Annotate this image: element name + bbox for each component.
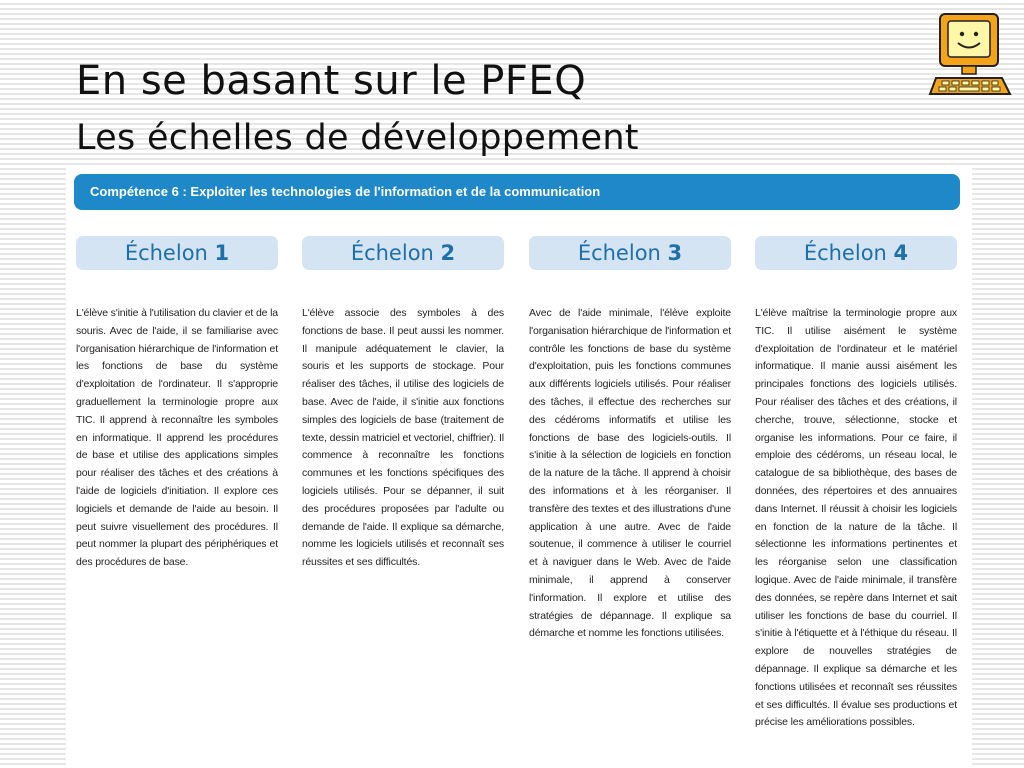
echelon-label: Échelon [124, 241, 208, 265]
echelon-number: 4 [893, 241, 909, 265]
echelon-1-header [76, 236, 278, 270]
echelon-label: Échelon [577, 241, 661, 265]
echelon-2-description: L'élève associe des symboles à des fonctions de base. Il peut aussi les nommer. Il manipule adéquatement le clavier, la souris et les supports de stockage. Pour réaliser des tâches, il utilise des logiciels de base. Avec de l'aide, il s'initie aux fonctions simples des logiciels de base (traitement de texte, dessin matriciel et vectoriel, chiffrier). Il commence à reconnaître les fonctions communes et les fonctions spécifiques des logiciels utilisés. Pour se dépanner, il suit des procédures proposées par l'adulte ou demande de l'aide. Il explique sa démarche, nomme les logiciels utilisés et reconnaît ses réussites et ses difficultés. [302, 307, 504, 569]
echelon-number: 3 [667, 241, 683, 265]
slide-subtitle: Les échelles de développement [76, 118, 639, 158]
echelon-3-description: Avec de l'aide minimale, l'élève exploite l'organisation hiérarchique de l'information et contrôle les fonctions de base du système d'exploitation, puis les fonctions communes aux différents logiciels utilisés. Pour réaliser des tâches, il effectue des recherches sur des cédéroms informatifs et utilise les fonctions de base des logiciels-outils. Il s'initie à la sélection de logiciels en fonction de la nature de la tâche. Il apprend à choisir des informations et à les réorganiser. Il transfère des textes et des illustrations d'une application à une autre. Avec de l'aide soutenue, il commence à utiliser le courriel et à naviguer dans le Web. Avec de l'aide minimale, il apprend à conserver l'information. Il explore et utilise des stratégies de dépannage. Il explique sa démarche et nomme les fonctions utilisées. [529, 307, 731, 640]
competence-panel [66, 168, 972, 768]
echelon-3-header [529, 236, 731, 270]
echelon-4-header [755, 236, 957, 270]
smiling-computer-icon [928, 12, 1012, 100]
echelon-1-description: L'élève s'initie à l'utilisation du clavier et de la souris. Avec de l'aide, il se familiarise avec l'organisation hiérarchique de l'information et les fonctions de base du système d'exploitation de l'ordinateur. Il s'approprie graduellement la terminologie propre aux TIC. Il apprend à reconnaître les symboles en informatique. Il apprend les procédures de base et utilise des applications simples pour réaliser des tâches et des créations à l'aide de logiciels d'initiation. Il explore ces logiciels et demande de l'aide au besoin. Il peut suivre visuellement des procédures. Il peut nommer la plupart des périphériques et des procédures de base. [76, 307, 278, 569]
echelon-label: Échelon [350, 241, 434, 265]
slide-title: En se basant sur le PFEQ [76, 58, 587, 104]
echelon-number: 2 [440, 241, 456, 265]
competence-header: Compétence 6 : Exploiter les technologies de l'information et de la communication [74, 174, 960, 210]
echelon-label: Échelon [803, 241, 887, 265]
echelon-number: 1 [214, 241, 230, 265]
echelon-2-header [302, 236, 504, 270]
echelon-4-description: L'élève maîtrise la terminologie propre aux TIC. Il utilise aisément le système d'exploitation de l'ordinateur et le matériel informatique. Il manie aussi aisément les principales fonctions des logiciels utilisés. Pour réaliser des tâches et des créations, il cherche, trouve, sélectionne, stocke et organise les informations. Pour ce faire, il emploie des cédéroms, un réseau local, le catalogue de sa bibliothèque, des bases de données, des répertoires et des annuaires dans Internet. Il réussit à choisir les logiciels en fonction de la nature de la tâche. Il sélectionne les informations pertinentes et les réorganise selon une classification logique. Avec de l'aide minimale, il transfère des données, se repère dans Internet et sait utiliser les fonctions de base du courriel. Il s'initie à l'étiquette et à l'éthique du réseau. Il explore de nouvelles stratégies de dépannage. Il explique sa démarche et les fonctions utilisées et reconnaît ses réussites et ses difficultés. Il évalue ses productions et précise les améliorations possibles. [755, 307, 957, 729]
